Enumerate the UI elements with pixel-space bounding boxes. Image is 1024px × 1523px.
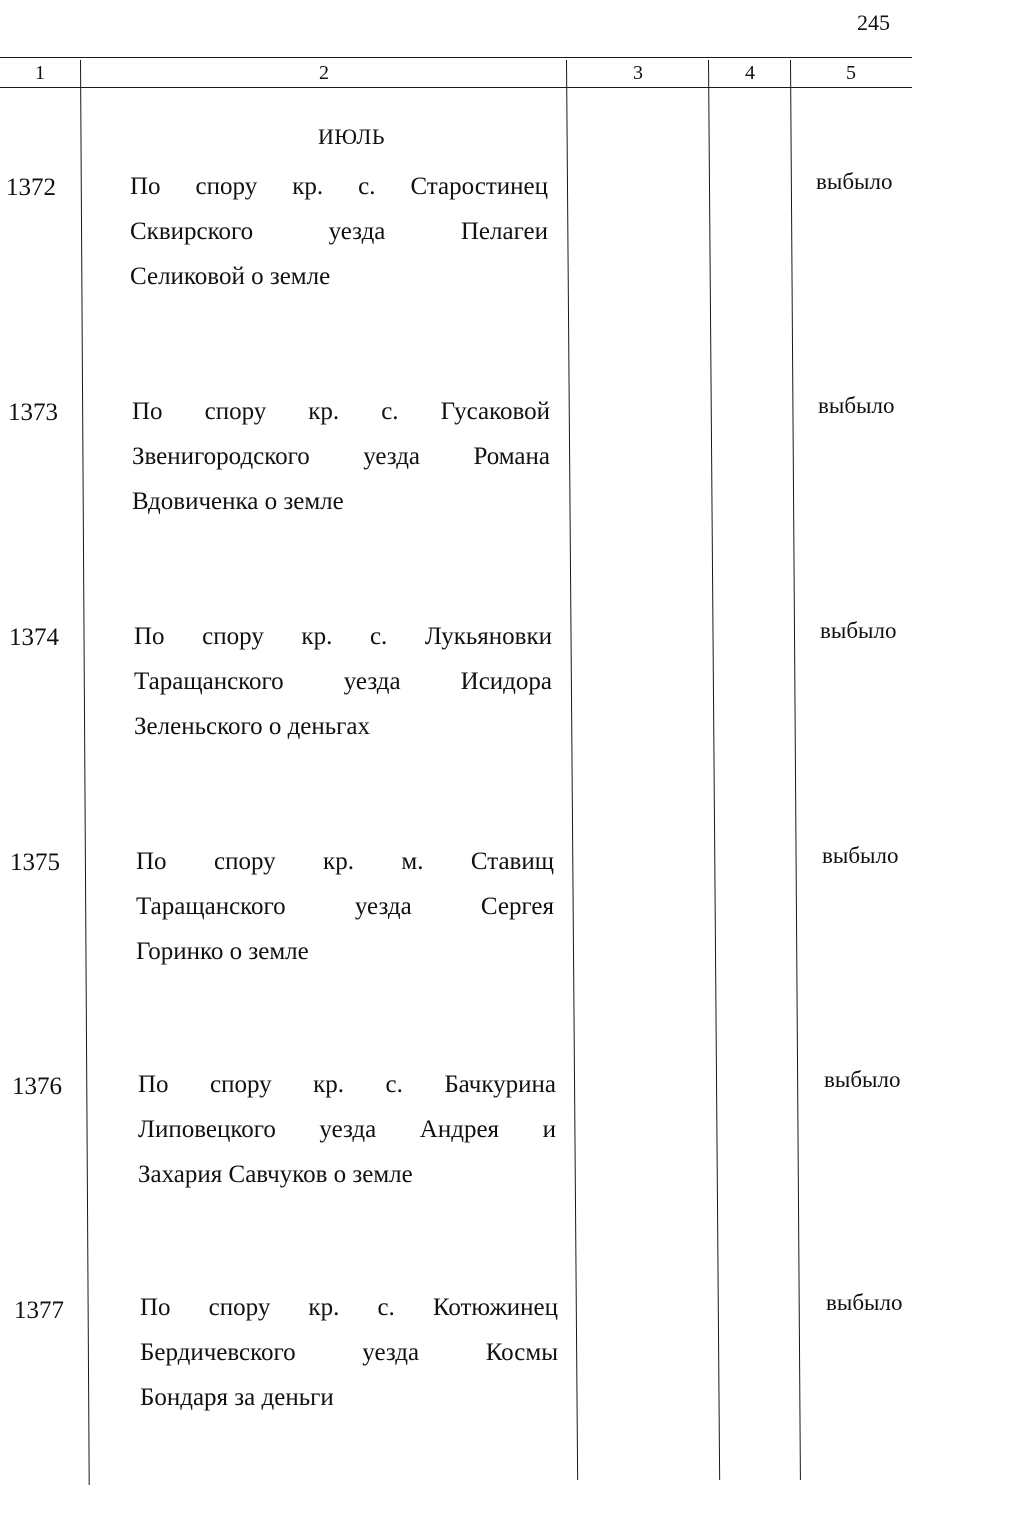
description-line: Звенигородского уезда Романа [132,443,550,470]
row-number: 1372 [6,174,56,201]
row-status: выбыло [826,1290,903,1315]
row-description [136,839,554,974]
description-line: По спору кр. с. Бачкурина [138,1071,556,1098]
row-description [138,1062,556,1197]
row-status: выбыло [820,618,897,643]
column-divider-4 [790,60,801,1480]
description-line: По спору кр. м. Ставищ [136,848,554,875]
description-line: Бондаря за деньги [140,1384,334,1411]
description-line: По спору кр. с. Лукьяновки [134,623,552,650]
row-number: 1374 [9,624,59,651]
row-status: выбыло [822,843,899,868]
column-header-3: 3 [633,62,643,84]
description-line: Сквирского уезда Пелагеи [130,218,548,245]
description-line: По спору кр. с. Гусаковой [132,398,550,425]
description-line: Таращанского уезда Исидора [134,668,552,695]
description-line: По спору кр. с. Старостинец [130,173,548,200]
column-header-4: 4 [745,62,755,84]
column-divider-2 [566,60,578,1480]
description-line: Бердичевского уезда Космы [140,1339,558,1366]
row-status: выбыло [816,169,893,194]
row-number: 1375 [10,849,60,876]
description-line: Таращанского уезда Сергея [136,893,554,920]
table-top-rule [0,57,912,58]
description-line: По спору кр. с. Котюжинец [140,1294,558,1321]
column-divider-3 [708,60,720,1480]
column-header-5: 5 [846,62,856,84]
month-title: ИЮЛЬ [318,124,385,149]
row-number: 1376 [12,1073,62,1100]
row-description [130,164,548,299]
row-description [134,614,552,749]
column-divider-1 [80,60,90,1485]
row-status: выбыло [818,393,895,418]
row-number: 1373 [8,399,58,426]
description-line: Зеленьского о деньгах [134,713,371,740]
column-header-1: 1 [35,62,45,84]
header-bottom-rule [0,87,912,88]
row-description [132,389,550,524]
row-number: 1377 [14,1297,64,1324]
description-line: Липовецкого уезда Андрея и [138,1116,556,1143]
description-line: Горинко о земле [136,938,309,965]
description-line: Захария Савчуков о земле [138,1161,413,1188]
row-description [140,1285,558,1420]
description-line: Селиковой о земле [130,263,331,290]
page-number: 245 [857,10,890,35]
description-line: Вдовиченка о земле [132,488,344,515]
row-status: выбыло [824,1067,901,1092]
column-header-2: 2 [319,62,329,84]
